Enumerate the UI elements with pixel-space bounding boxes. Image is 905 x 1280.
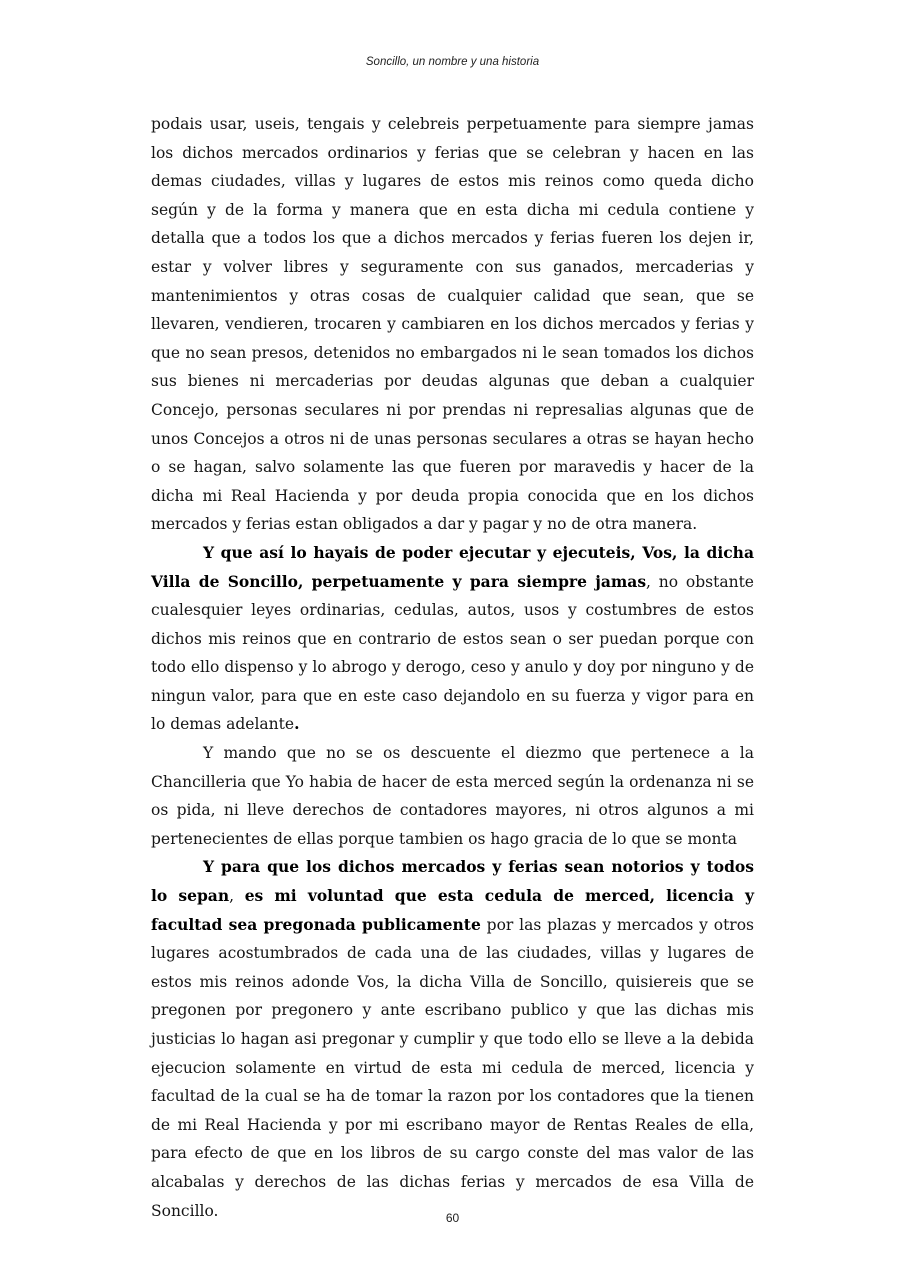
paragraph-text: , no obstante cualesquier leyes ordinarias, cedulas, autos, usos y costumbres de estos dichos mis reinos que en contrario de estos sean o ser puedan porque con todo ello dispenso y lo abrogo y derogo, ceso y anulo y doy por ninguno y de ningun valor, para que en este caso dejandolo en su fuerza y vigor para en lo demas adelante (151, 572, 754, 734)
page-number: 60 (445, 1211, 460, 1225)
running-header: Soncillo, un nombre y una historia (365, 56, 540, 68)
emphasized-text: . (294, 714, 300, 734)
emphasized-text: Y para que los dichos mercados y ferias sean notorios y todos lo sepan (151, 857, 754, 906)
paragraph (151, 739, 754, 853)
paragraph-text: podais usar, useis, tengais y celebreis perpetuamente para siempre jamas los dichos mercados ordinarios y ferias que se celebran y hacen en las demas ciudades, villas y lugares de estos mis reinos como queda dicho según y de la forma y manera que en esta dicha mi cedula contiene y detalla que a todos los que a dichos mercados y ferias fueren los dejen ir, estar y volver libres y seguramente con sus ganados, mercaderias y mantenimientos y otras cosas de cualquier calidad que sean, que se llevaren, vendieren, trocaren y cambiaren en los dichos mercados y ferias y que no sean presos, detenidos no embargados ni le sean tomados los dichos sus bienes ni mercaderias por deudas algunas que deban a cualquier Concejo, personas seculares ni por prendas ni represalias algunas que de unos Concejos a otros ni de unas personas seculares a otras se hayan hecho o se hagan, salvo solamente las que fueren por maravedis y hacer de la dicha mi Real Hacienda y por deuda propia conocida que en los dichos mercados y ferias estan obligados a dar y pagar y no de otra manera. (151, 115, 754, 534)
paragraph (151, 110, 754, 539)
paragraph-text: por las plazas y mercados y otros lugares acostumbrados de cada una de las ciudades, villas y lugares de estos mis reinos adonde Vos, la dicha Villa de Soncillo, quisiereis que se pregonen por pregonero y ante escribano publico y que las dichas mis justicias lo hagan asi pregonar y cumplir y que todo ello se lleve a la debida ejecucion solamente en virtud de esta mi cedula de merced, licencia y facultad de la cual se ha de tomar la razon por los contadores que la tienen de mi Real Hacienda y por mi escribano mayor de Rentas Reales de ella, para efecto de que en los libros de su cargo conste del mas valor de las alcabalas y derechos de las dichas ferias y mercados de esa Villa de Soncillo. (151, 915, 754, 1220)
emphasized-text: es mi voluntad que esta cedula de merced, licencia y facultad sea pregonada publicamente (151, 886, 754, 934)
paragraph (151, 539, 754, 739)
emphasized-text: Y que así lo hayais de poder ejecutar y ejecuteis, Vos, la dicha Villa de Soncillo, perpetuamente y para siempre jamas (151, 542, 754, 591)
body-text (151, 110, 754, 1225)
paragraph-text: , (229, 887, 245, 906)
paragraph (151, 853, 754, 1225)
paragraph-text: Y mando que no se os descuente el diezmo que pertenece a la Chancilleria que Yo habia de hacer de esta merced según la ordenanza ni se os pida, ni lleve derechos de contadores mayores, ni otros algunos a mi pertenecientes de ellas porque tambien os hago gracia de lo que se monta (151, 744, 754, 848)
